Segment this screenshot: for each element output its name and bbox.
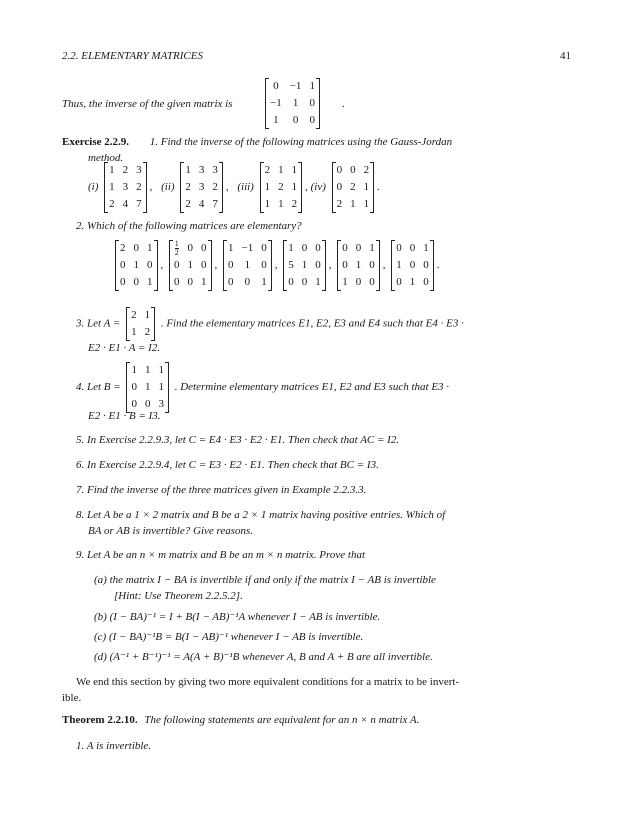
elementary-candidate-2 [169,240,212,291]
matrix-entry: 2 [136,181,142,193]
label-iv: (iv) [310,181,326,194]
exercise-item9a-hint: [Hint: Use Theorem 2.2.5.2]. [114,590,243,602]
matrix-entry: 1 [147,242,153,255]
matrix-entry: 0 [423,276,429,289]
matrix-entry: 0 [396,242,402,255]
item4-cont: E2 · E1 · B = I3. [88,410,161,422]
matrix-entry: 0 [336,181,343,193]
item3-cont: E2 · E1 · A = I2. [88,342,161,354]
matrix-entry: 0 [396,276,402,289]
matrix-entry: 0 [120,259,126,272]
matrix-entry: 2 [336,198,343,210]
intro-text: Thus, the inverse of the given matrix is [62,98,233,110]
exercise-item8: 8. Let A be a 1 × 2 matrix and B be a 2 × 1 matrix having positive entries. Which of [76,509,446,521]
exercise-item1-cont: method. [88,152,124,164]
matrix-entry: 0 [355,276,362,289]
matrix-entry: 3 [122,181,129,193]
matrix-b [126,362,169,413]
elementary-candidate-5 [337,240,380,291]
matrix-entry: 3 [212,164,218,176]
elementary-candidate-6 [391,240,434,291]
matrix-entry: 7 [212,198,218,210]
exercise-item8-cont: BA or AB is invertible? Give reasons. [88,525,254,537]
matrix-entry: 0 [133,242,139,255]
matrix-entry: 0 [315,259,321,272]
matrix-entry: 0 [342,259,348,272]
matrix-entry: 0 [174,259,180,272]
matrix-entry: 1 [131,326,137,338]
matrix-entry: 2 [122,164,129,176]
label-ii: (ii) [161,181,175,194]
matrix-entry: 0 [131,398,137,410]
label-iii: (iii) [237,181,254,194]
matrix-entry: 2 [109,198,115,210]
matrix-entry: 2 [185,181,191,193]
theorem-item1: 1. A is invertible. [76,740,152,752]
matrix-entry: 0 [228,259,234,272]
matrix-entry: 1 [288,242,294,255]
exercise-item3 [76,307,464,341]
matrix-entry: 1 [264,181,271,193]
matrix-entry: 0 [147,259,153,272]
matrix-entry: 1 [109,164,115,176]
matrix-i [104,162,147,213]
matrix-entry: 0 [369,276,375,289]
matrix-entry: 2 [131,309,137,321]
elementary-candidate-1 [115,240,158,291]
exercise-item9d: (d) (A⁻¹ + B⁻¹)⁻¹ = A(A + B)⁻¹B whenever A, B and A + B are all invertible. [94,651,433,663]
exercise-item4 [76,362,449,413]
matrix-entry: −1 [289,80,302,92]
matrix-entry: 0 [301,242,308,255]
exercise-item1: 1. Find the inverse of the following matrices using the Gauss-Jordan [149,136,453,148]
matrix-entry: 1 [315,276,321,289]
matrix-entry: 1 [363,181,370,193]
matrix-entry: 0 [187,276,193,289]
matrix-entry: 0 [131,381,137,393]
matrix-entry: 3 [158,398,164,410]
matrix-entry: 0 [261,259,267,272]
matrix-entry: 4 [122,198,129,210]
matrix-entry: 5 [288,259,294,272]
matrix-entry: 0 [315,242,321,255]
matrix-a [126,307,155,341]
matrix-entry: 0 [301,276,308,289]
matrix-entry: 1 [144,309,151,321]
matrix-entry: 1 [158,381,164,393]
elementary-candidates: 2 0 1 0 1 0 0 0 1 , $\frac{1}{2}$ 0 0 0 1 0 0 0 1 , 1 −1 0 0 1 0 0 0 1 , 1 0 0 5 1 0 0 0 1 , 0 0 1 0 1 0 1 0 0 , 0 0 1 1 0 0 0 1 0 . [112,240,439,291]
matrix-entry: 1 [369,242,375,255]
matrix-entry: 1 [301,259,308,272]
matrix-entry: 0 [350,164,356,176]
matrix-entry: 0 [201,259,207,272]
exercise-item9b: (b) (I − BA)⁻¹ = I + B(I − AB)⁻¹A whenever I − AB is invertible. [94,611,381,623]
exercise-item9c: (c) (I − BA)⁻¹B = B(I − AB)⁻¹ whenever I − AB is invertible. [94,631,364,643]
inverse-matrix-body [265,78,320,129]
label-i: (i) [88,181,99,194]
exercise-item9: 9. Let A be an n × m matrix and B be an m × n matrix. Prove that [76,549,366,561]
matrix-entry: 4 [198,198,205,210]
matrix-entry: −1 [241,242,254,255]
matrix-entry: 0 [369,259,375,272]
matrix-entry: 3 [198,164,205,176]
matrix-entry: 2 [291,198,298,210]
matrix-entry: 2 [212,181,218,193]
matrix-ii [180,162,223,213]
matrix-entry: 0 [273,80,279,92]
elementary-candidate-4 [283,240,326,291]
matrix-entry: 0 [201,242,207,255]
exercise-item2: 2. Which of the following matrices are elementary? [76,220,302,232]
matrix-entry: 0 [120,276,126,289]
matrix-entry: 1 [144,381,151,393]
matrix-entry: 1 [147,276,153,289]
matrix-entry: −1 [270,97,282,109]
exercise-item5: 5. In Exercise 2.2.9.3, let C = E4 · E3 · E2 · E1. Then check that AC = I2. [76,434,400,446]
matrix-entry: 7 [136,198,142,210]
matrix-entry: 1 [396,259,402,272]
matrix-entry: 0 [228,276,234,289]
matrix-entry: 0 [292,114,299,126]
matrix-entry: 2 [278,181,284,193]
matrix-entry: 1 [264,198,271,210]
matrix-entry: 0 [187,242,193,255]
running-header: 2.2. ELEMENTARY MATRICES [62,50,203,62]
matrix-entry: 0 [288,276,294,289]
inverse-matrix [262,78,323,129]
exercise-heading [62,136,452,148]
matrix-entry: 1 [109,181,115,193]
item3-pre: 3. Let A = [76,317,121,330]
matrix-entry: 1 [350,198,356,210]
matrix-entry: 1 [158,364,164,376]
matrix-entry: 0 [144,398,151,410]
theorem-text: The following statements are equivalent for an n × n matrix A. [144,714,420,726]
matrix-entry: 1 [355,259,362,272]
item4-pre: 4. Let B = [76,381,121,394]
matrix-entry: 1 [291,181,298,193]
matrix-entry: 1 [363,198,370,210]
matrix-entry: 0 [355,242,362,255]
matrix-entry: 1 [187,259,193,272]
theorem [62,714,419,726]
elementary-candidate-3 [223,240,272,291]
matrix-iii [260,162,303,213]
matrix-entry: 0 [409,242,416,255]
matrix-entry: 0 [309,114,315,126]
matrix-entry: 1 [144,364,151,376]
matrix-entry: 1 [244,259,251,272]
matrix-entry: 0 [309,97,315,109]
matrix-entry: 0 [133,276,139,289]
matrix-entry: 0 [342,242,348,255]
closing-paragraph-line1: We end this section by giving two more equivalent conditions for a matrix to be invert- [76,676,460,688]
matrix-entry: 2 [120,242,126,255]
matrix-entry: 2 [363,164,370,176]
item4-text: . Determine elementary matrices E1, E2 and E3 such that E3 · [174,381,450,394]
matrix-entry: 0 [423,259,429,272]
closing-paragraph-line2: ible. [62,692,82,704]
matrix-entry: 1 [291,164,298,176]
matrix-entry: 1 [133,259,139,272]
matrix-entry: 1 [309,80,315,92]
matrix-entry: 1 [342,276,348,289]
matrix-entry: 1 [423,242,429,255]
matrix-entry: 1 [131,364,137,376]
matrix-entry: 3 [198,181,205,193]
matrix-entry: 1 [278,198,284,210]
matrix-entry: 0 [261,242,267,255]
gauss-jordan-matrices: (i) 1 2 3 1 3 2 2 4 7 , (ii) 1 3 3 2 3 2 2 4 7 , (iii) 2 1 1 1 2 1 1 1 2 , (iv) 0 0 2 0 2 1 2 1 1 . [88,162,380,213]
matrix-entry: 2 [350,181,356,193]
exercise-label: Exercise 2.2.9. [62,136,130,148]
matrix-entry: 0 [174,276,180,289]
theorem-label: Theorem 2.2.10. [62,714,138,726]
matrix-entry: 1 [228,242,234,255]
page-number: 41 [560,50,571,62]
matrix-entry-fraction: $\frac{1}{2}$ [174,239,179,257]
matrix-entry: 3 [136,164,142,176]
matrix-iv [332,162,375,213]
matrix-entry: 0 [244,276,251,289]
matrix-entry: 1 [261,276,267,289]
item3-text: . Find the elementary matrices E1, E2, E3 and E4 such that E4 · E3 · [160,317,464,330]
matrix-entry: 0 [409,259,416,272]
matrix-entry: 1 [185,164,191,176]
matrix-entry: 2 [185,198,191,210]
matrix-entry: 1 [409,276,416,289]
matrix-entry: 0 [336,164,343,176]
matrix-entry: 1 [201,276,207,289]
matrix-entry: 1 [292,97,299,109]
period: . [342,98,345,110]
matrix-entry: 1 [273,114,279,126]
exercise-item9a: (a) the matrix I − BA is invertible if and only if the matrix I − AB is invertible [94,574,436,586]
exercise-item7: 7. Find the inverse of the three matrices given in Example 2.2.3.3. [76,484,367,496]
matrix-entry: 1 [278,164,284,176]
exercise-item6: 6. In Exercise 2.2.9.4, let C = E3 · E2 · E1. Then check that BC = I3. [76,459,379,471]
matrix-entry: 2 [264,164,271,176]
matrix-entry: 2 [144,326,151,338]
